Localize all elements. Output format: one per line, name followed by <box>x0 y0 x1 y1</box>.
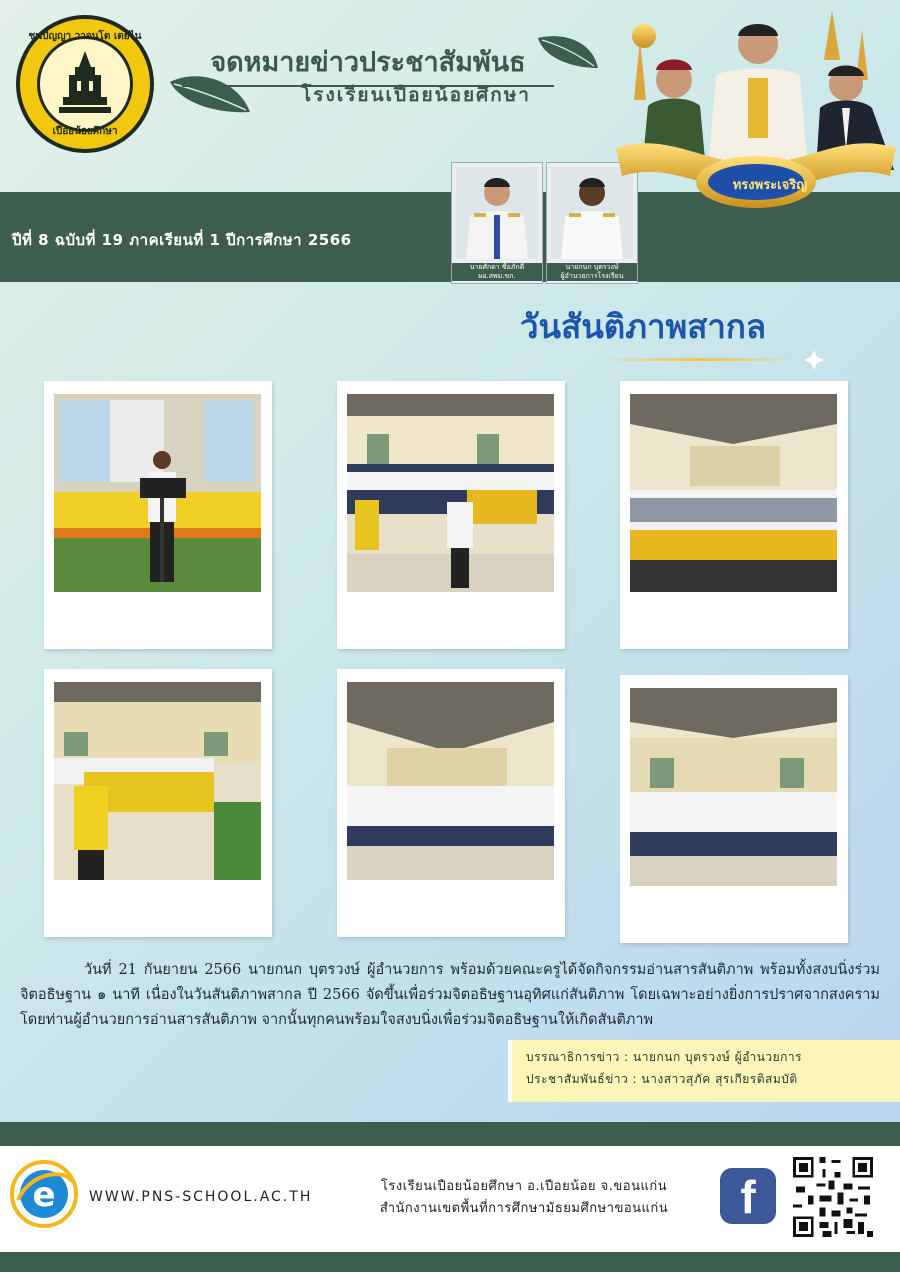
website-link[interactable]: WWW.PNS-SCHOOL.AC.TH <box>89 1189 313 1205</box>
portrait-caption: นายศักดา ซื่อภักดี ผอ.สพม.ขก. <box>452 263 542 281</box>
school-name: โรงเรียนเปือยน้อยศึกษา <box>301 84 531 106</box>
portrait-director-area <box>451 162 543 284</box>
portrait-caption: นายกนก บุตรวงษ์ ผู้อำนวยการโรงเรียน <box>547 263 637 281</box>
credits-box <box>508 1040 900 1102</box>
photo-card-1 <box>44 381 272 649</box>
royal-banner-text: ทรงพระเจริญ <box>732 178 808 193</box>
event-photo <box>630 688 837 886</box>
footer-bar <box>0 1252 900 1272</box>
school-address: โรงเรียนเปือยน้อยศึกษา อ.เปือยน้อย จ.ขอนแก่น สำนักงานเขตพื้นที่การศึกษามัธยมศึกษาขอนแก่น <box>379 1179 669 1216</box>
pr-credit: ประชาสัมพันธ์ข่าว : นางสาวสุภัค สุรเกียรติสมบัติ <box>526 1072 798 1086</box>
portrait-photo <box>456 167 538 259</box>
photo-card-2 <box>337 381 565 649</box>
qr-code <box>790 1154 876 1240</box>
logo-motto: ชนปัญญา วาจนโต เตยไน <box>28 31 142 42</box>
event-photo <box>347 394 554 592</box>
event-photo <box>54 682 261 880</box>
photo-card-4 <box>44 669 272 937</box>
editor-credit: บรรณาธิการข่าว : นายกนก บุตรวงษ์ ผู้อำนวยการ <box>526 1050 803 1064</box>
event-photo <box>630 394 837 592</box>
newsletter-title: จดหมายข่าวประชาสัมพันธ <box>182 40 554 87</box>
article-body: วันที่ 21 กันยายน 2566 นายกนก บุตรวงษ์ ผู้อำนวยการ พร้อมด้วยคณะครูได้จัดกิจกรรมอ่านสารสันติภาพ พร้อมทั้งสงบนิ่งร่วมจิตอธิษฐาน ๑ นาที เนื่องในวันสันติภาพสากล ปี 2566 จัดขึ้นเพื่อร่วมจิตอธิษฐานอุทิศแก่สันติภาพ โดยเฉพาะอย่างยิ่งการปราศจากสงคราม โดยท่านผู้อำนวยการอ่านสารสันติภาพ จากนั้นทุกคนพร้อมใจสงบนิ่งเพื่อร่วมจิตอธิษฐานให้เกิดสันติภาพ <box>20 962 880 1028</box>
logo-school-name: เปือยน้อยศึกษา <box>52 126 118 137</box>
facebook-icon[interactable]: f <box>720 1168 776 1224</box>
issue-info: ปีที่ 8 ฉบับที่ 19 ภาคเรียนที่ 1 ปีการศึกษา 2566 <box>12 231 352 249</box>
photo-card-3 <box>620 381 848 649</box>
sparkle-underline <box>600 350 840 370</box>
headline: วันสันติภาพสากล <box>520 307 767 346</box>
footer-band <box>0 1122 900 1146</box>
pagoda-icon <box>57 49 113 119</box>
svg-text:e: e <box>32 1175 56 1215</box>
photo-card-5 <box>337 669 565 937</box>
event-photo <box>54 394 261 592</box>
internet-explorer-icon[interactable] <box>10 1160 78 1228</box>
event-photo <box>347 682 554 880</box>
photo-card-6 <box>620 675 848 943</box>
logo-emblem <box>37 36 133 132</box>
school-logo <box>16 15 154 153</box>
